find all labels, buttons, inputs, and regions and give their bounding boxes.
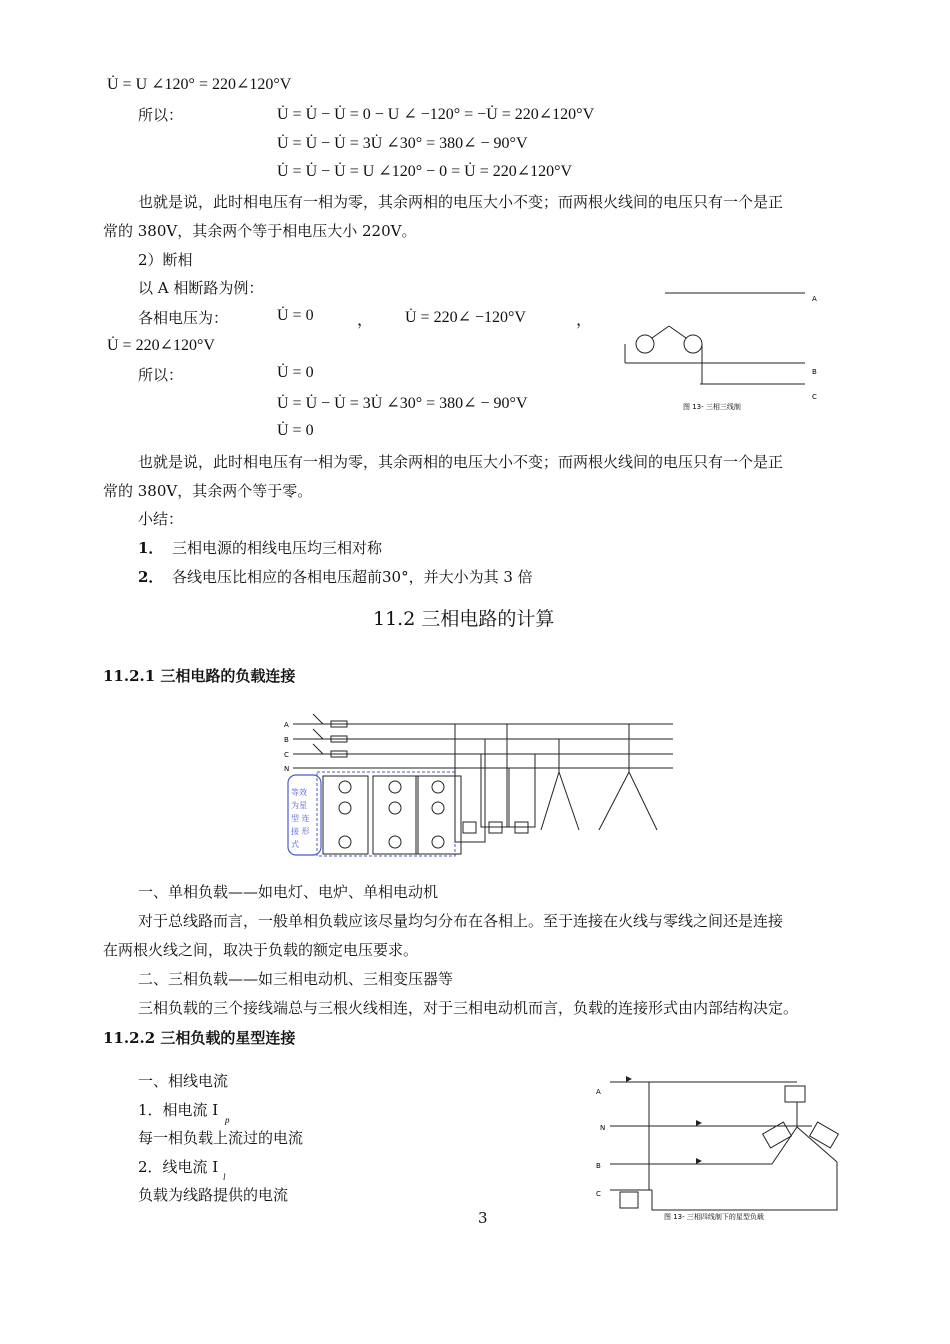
- eq-ubc: U̇ = U̇ − U̇ = 3U̇ ∠30° = 380∠ − 90°V: [277, 135, 528, 152]
- eq-uab-2: U̇ = 0: [277, 364, 314, 381]
- eq-uca-2: U̇ = 0: [277, 422, 314, 439]
- fig3-caption: 图 13- 三相四线制下的星型负载: [664, 1213, 764, 1221]
- eq-uc-2: U̇ = 220∠120°V: [107, 337, 215, 354]
- star-load-diagram: [592, 1072, 852, 1224]
- so-label-2: 所以：: [138, 366, 184, 384]
- fig1-label-a: A: [812, 295, 817, 303]
- fig3-label-n: N: [600, 1124, 606, 1132]
- load-connection-diagram: [283, 712, 683, 862]
- fig1-label-c: C: [812, 393, 817, 401]
- fig3-label-a: A: [596, 1088, 601, 1096]
- fig1-label-b: B: [812, 368, 817, 376]
- eq-uab: U̇ = U̇ − U̇ = 0 − U ∠ −120° = −U̇ = 220∠120°V: [277, 106, 595, 123]
- summary-label: 小结：: [138, 510, 184, 528]
- fig2-label-b: B: [284, 736, 289, 744]
- para-terminals: 三相负载的三个接线端总与三根火线相连，对于三相电动机而言，负载的连接形式由内部结构决定。: [138, 999, 799, 1017]
- fig2-note-3: 型 连: [291, 814, 310, 823]
- para-single-phase: 一、单相负载——如电灯、电炉、单相电动机: [138, 883, 439, 901]
- phase-current-subscript: p: [225, 1115, 230, 1125]
- three-wire-diagram: [615, 282, 830, 412]
- example-text: 以 A 相断路为例：: [138, 279, 264, 297]
- eq-ub: U̇ = 220∠ −120°V: [405, 309, 526, 326]
- para-distribution-line1: 对于总线路而言，一般单相负载应该尽量均匀分布在各相上。至于连接在火线与零线之间还是连接: [138, 912, 784, 930]
- para1-line1: 也就是说，此时相电压有一相为零，其余两相的电压大小不变；而两根火线间的电压只有一个是正: [138, 193, 784, 211]
- para-line-current-desc: 负载为线路提供的电流: [138, 1186, 289, 1204]
- section-title: 11.2 三相电路的计算: [373, 608, 555, 630]
- so-label-1: 所以：: [138, 106, 184, 124]
- eq-uca: U̇ = U̇ − U̇ = U ∠120° − 0 = U̇ = 220∠120°V: [277, 163, 573, 180]
- para1-line2: 常的 380V，其余两个等于相电压大小 220V。: [103, 222, 417, 240]
- fig2-note-4: 接 形: [291, 827, 310, 836]
- fig2-label-n: N: [284, 765, 290, 773]
- summary-2-text: 各线电压比相应的各相电压超前30°，并大小为其 3 倍: [172, 568, 533, 586]
- fig2-label-c: C: [284, 751, 289, 759]
- fig2-label-a: A: [284, 721, 289, 729]
- fig2-note-2: 为星: [291, 801, 307, 810]
- fig1-caption: 图 13- 三相三线制: [683, 403, 741, 411]
- fig2-note-5: 式: [291, 840, 299, 849]
- subsection-11-2-2: 11.2.2 三相负载的星型连接: [103, 1029, 296, 1047]
- para-phase-current-desc: 每一相负载上流过的电流: [138, 1129, 304, 1147]
- eq-ubc-2: U̇ = U̇ − U̇ = 3U̇ ∠30° = 380∠ − 90°V: [277, 395, 528, 412]
- line-current-subscript: l: [223, 1172, 226, 1182]
- comma-1: ，: [357, 312, 374, 329]
- para-phase-current: 1．相电流 I: [138, 1101, 219, 1119]
- phase-voltage-label: 各相电压为：: [138, 309, 229, 327]
- para-three-phase: 二、三相负载——如三相电动机、三相变压器等: [138, 970, 454, 988]
- para-phase-line-current: 一、相线电流: [138, 1072, 229, 1090]
- para2-line1: 也就是说，此时相电压有一相为零，其余两相的电压大小不变；而两根火线间的电压只有一个是正: [138, 453, 784, 471]
- para2-line2: 常的 380V，其余两个等于零。: [103, 482, 313, 500]
- fig3-label-b: B: [596, 1162, 601, 1170]
- eq-uc-top: U̇ = U ∠120° = 220∠120°V: [107, 76, 292, 93]
- subsection-11-2-1: 11.2.1 三相电路的负载连接: [103, 667, 296, 685]
- comma-2: ，: [576, 312, 593, 329]
- item-2-heading: 2）断相: [138, 251, 193, 269]
- eq-ua-zero: U̇ = 0: [277, 307, 314, 324]
- page-number: 3: [478, 1209, 488, 1227]
- para-line-current: 2．线电流 I: [138, 1158, 219, 1176]
- summary-1-number: 1．: [138, 539, 164, 557]
- fig2-note-1: 等效: [291, 788, 307, 797]
- fig3-label-c: C: [596, 1190, 601, 1198]
- summary-1-text: 三相电源的相线电压均三相对称: [172, 539, 383, 557]
- para-distribution-line2: 在两根火线之间，取决于负载的额定电压要求。: [103, 941, 419, 959]
- summary-2-number: 2．: [138, 568, 164, 586]
